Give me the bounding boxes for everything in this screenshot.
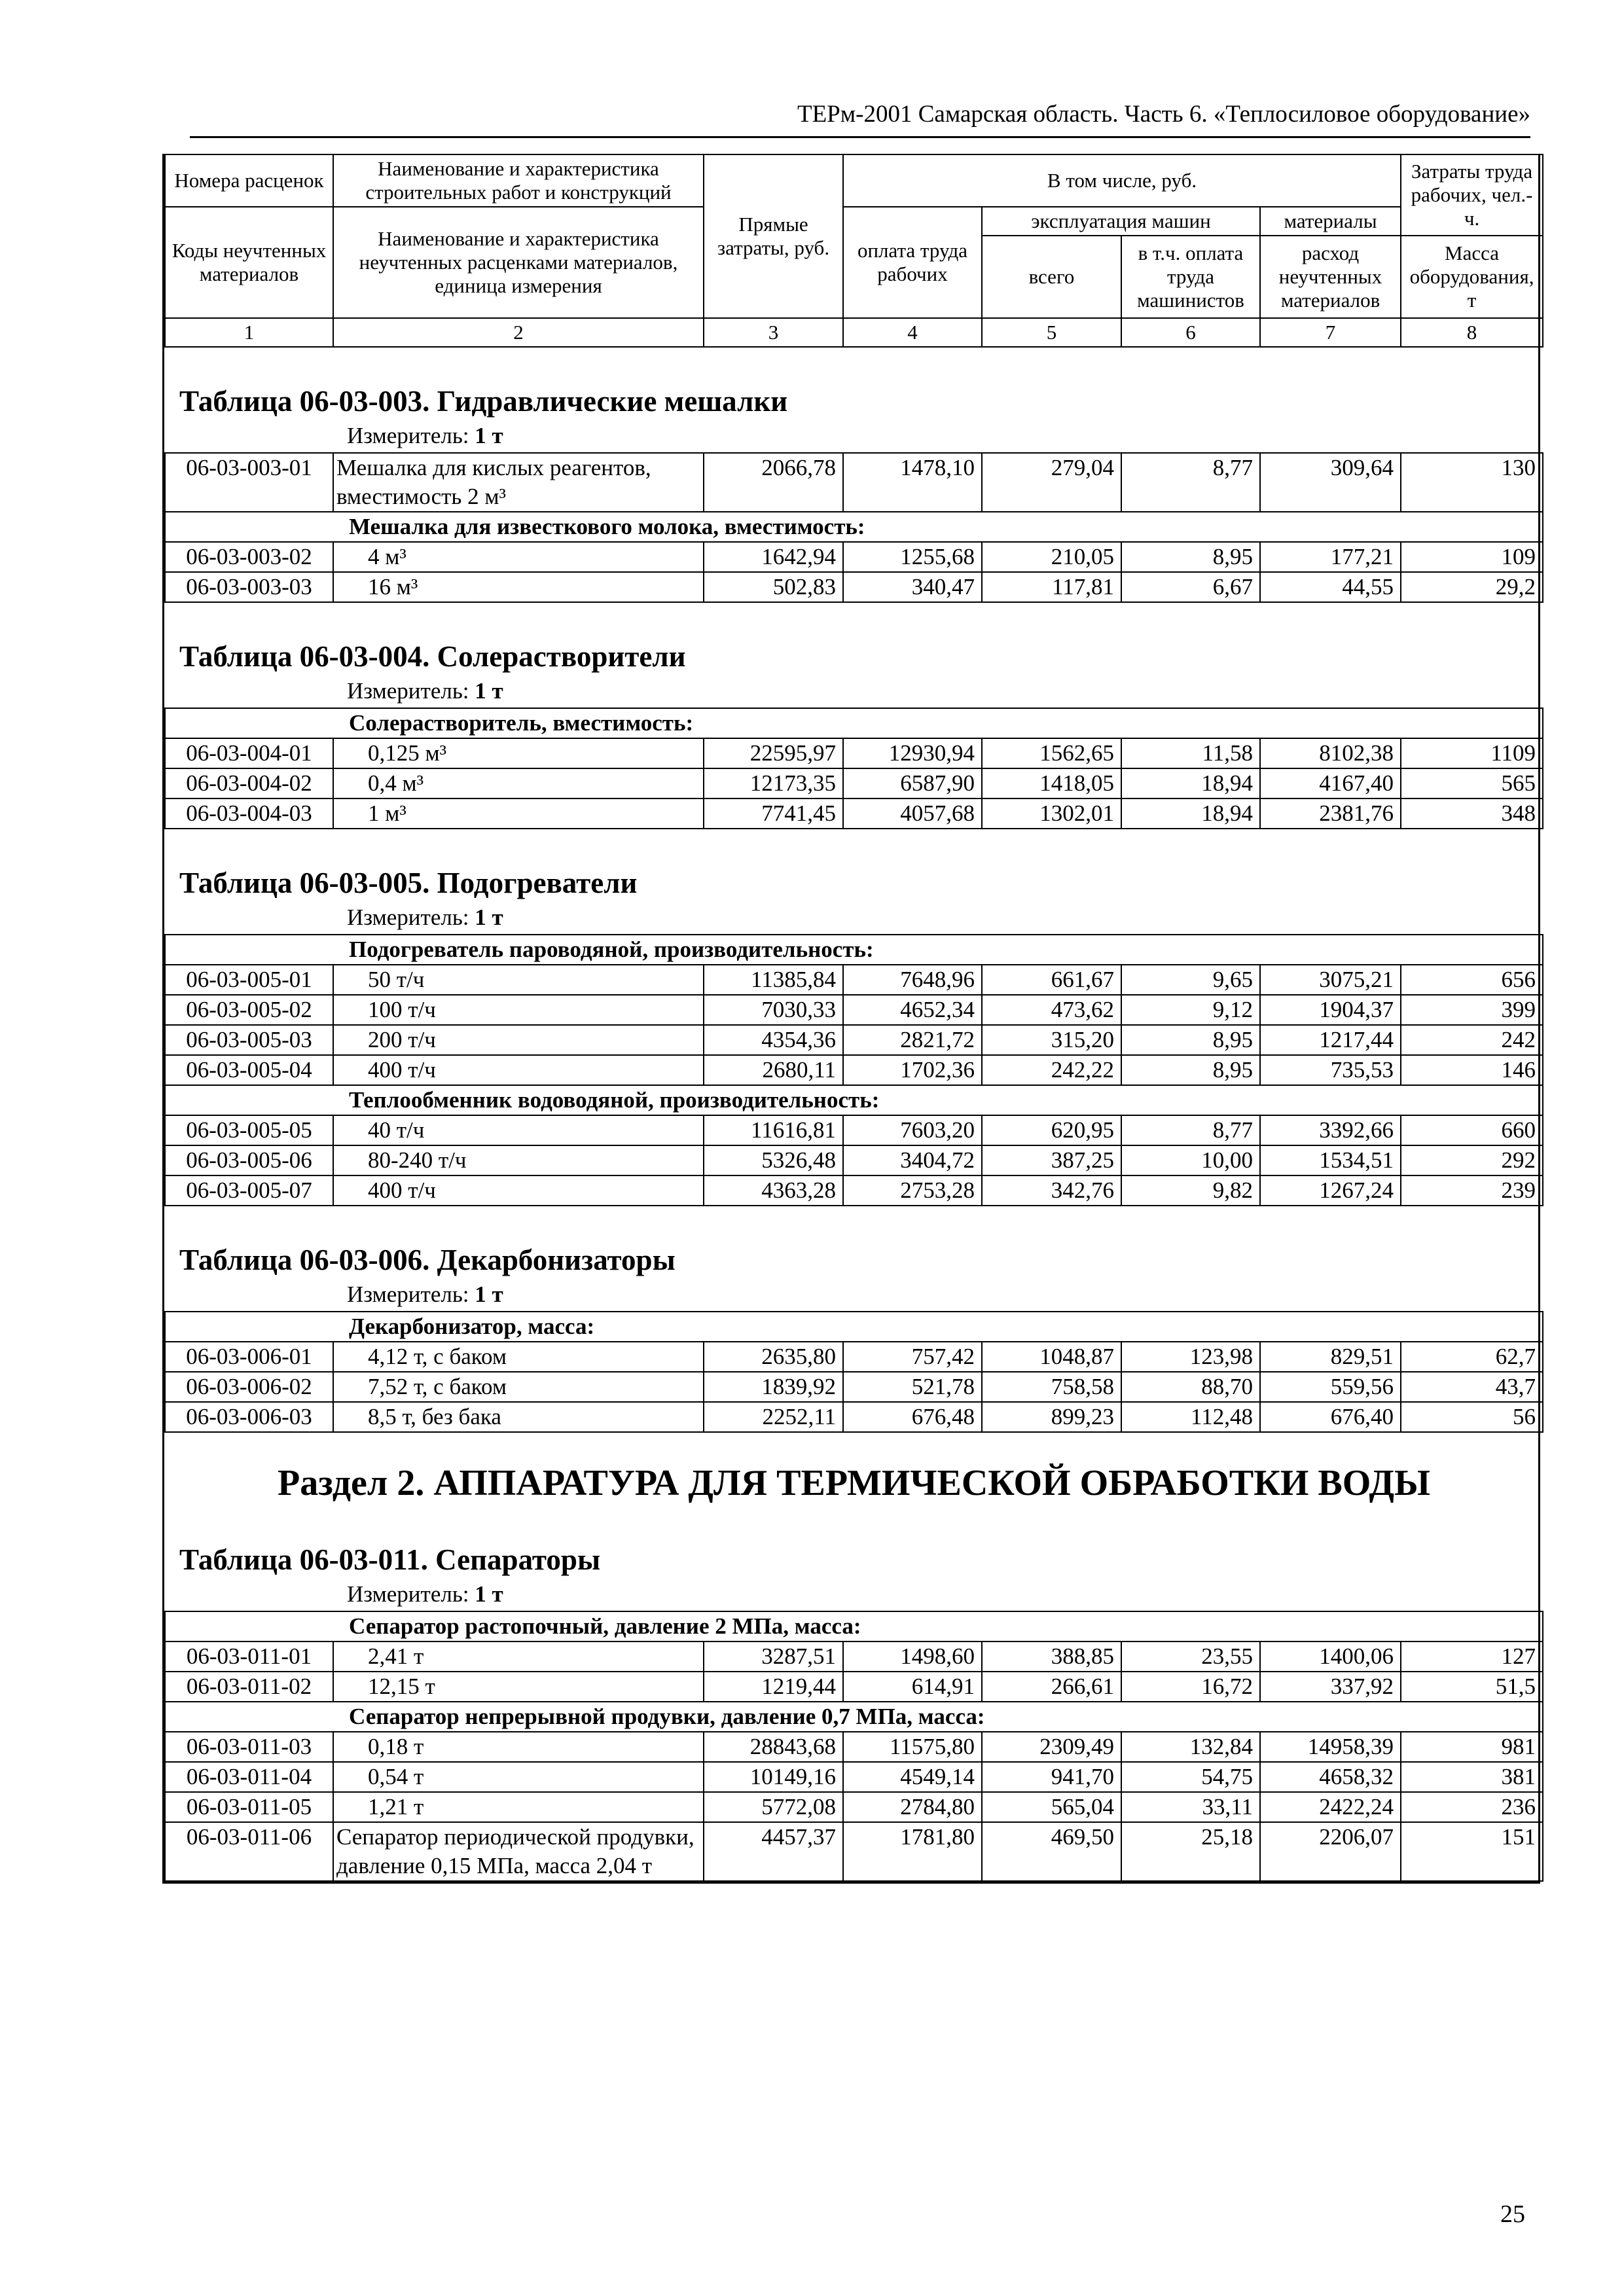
group-row [165,1085,1543,1115]
value-materials-cost: 1400,06 [1260,1641,1401,1672]
section-title: Раздел 2. АППАРАТУРА ДЛЯ ТЕРМИЧЕСКОЙ ОБРАБОТКИ ВОДЫ [278,1463,1431,1503]
value-machinist-pay: 9,65 [1121,965,1260,995]
value-direct-costs: 1839,92 [704,1372,843,1402]
column-number: 2 [333,318,704,347]
value-machines-total: 473,62 [982,995,1121,1025]
table-row [165,1175,1543,1206]
group-title: Подогреватель пароводяной, производительность: [165,935,1543,965]
measure-line [165,903,1543,934]
table-row [165,738,1543,768]
value-machines-total: 469,50 [982,1822,1121,1881]
value-labor-or-mass: 381 [1401,1762,1543,1792]
table-row [165,1822,1543,1881]
value-machinist-pay: 25,18 [1121,1822,1260,1881]
rate-code: 06-03-004-03 [165,798,333,829]
measure-line [165,421,1543,452]
value-direct-costs: 5326,48 [704,1145,843,1175]
value-materials-cost: 3392,66 [1260,1115,1401,1145]
value-machinist-pay: 88,70 [1121,1372,1260,1402]
value-direct-costs: 2680,11 [704,1055,843,1085]
value-machinist-pay: 10,00 [1121,1145,1260,1175]
value-machinist-pay: 8,95 [1121,1055,1260,1085]
value-direct-costs: 28843,68 [704,1732,843,1762]
item-name: Сепаратор периодической продувки, давление 0,15 МПа, масса 2,04 т [333,1822,704,1881]
value-worker-pay: 7603,20 [843,1115,982,1145]
measure-label: Измеритель: [347,905,469,930]
group-row [165,1702,1543,1732]
value-direct-costs: 2635,80 [704,1342,843,1372]
item-name: 16 м³ [333,572,704,602]
header-labor-costs: Затраты труда рабочих, чел.-ч. [1401,154,1543,236]
rate-code: 06-03-004-01 [165,738,333,768]
value-machines-total: 1418,05 [982,768,1121,798]
value-direct-costs: 12173,35 [704,768,843,798]
rate-code: 06-03-006-01 [165,1342,333,1372]
header-in-total: В том числе, руб. [843,154,1401,207]
value-direct-costs: 4457,37 [704,1822,843,1881]
value-worker-pay: 4652,34 [843,995,982,1025]
value-machines-total: 620,95 [982,1115,1121,1145]
value-machines-total: 661,67 [982,965,1121,995]
column-number: 7 [1260,318,1401,347]
value-machines-total: 941,70 [982,1762,1121,1792]
value-direct-costs: 7741,45 [704,798,843,829]
table-heading-cell [165,829,1543,935]
table-heading-cell [165,1206,1543,1312]
item-name: 400 т/ч [333,1055,704,1085]
value-worker-pay: 1498,60 [843,1641,982,1672]
table-body [165,347,1543,1881]
value-machines-total: 899,23 [982,1402,1121,1432]
value-materials-cost: 2206,07 [1260,1822,1401,1881]
group-title: Сепаратор растопочный, давление 2 МПа, масса: [165,1611,1543,1641]
header-work-name: Наименование и характеристика строительных работ и конструкций [333,154,704,207]
rate-code: 06-03-005-02 [165,995,333,1025]
group-title: Теплообменник водоводяной, производительность: [165,1085,1543,1115]
table-row [165,768,1543,798]
table-row [165,1342,1543,1372]
column-number: 1 [165,318,333,347]
value-materials-cost: 44,55 [1260,572,1401,602]
header-machine-operation: эксплуатация машин [982,207,1260,236]
item-name: 0,4 м³ [333,768,704,798]
table-row [165,1025,1543,1055]
rate-code: 06-03-011-06 [165,1822,333,1881]
table-title: Таблица 06-03-005. Подогреватели [179,867,638,899]
group-title: Солерастворитель, вместимость: [165,708,1543,738]
value-materials-cost: 676,40 [1260,1402,1401,1432]
value-worker-pay: 676,48 [843,1402,982,1432]
value-worker-pay: 1781,80 [843,1822,982,1881]
table-row [165,1732,1543,1762]
running-header: ТЕРм-2001 Самарская область. Часть 6. «Теплосиловое оборудование» [190,98,1530,138]
value-machines-total: 266,61 [982,1672,1121,1702]
value-machines-total: 565,04 [982,1792,1121,1822]
value-materials-cost: 2381,76 [1260,798,1401,829]
value-worker-pay: 4549,14 [843,1762,982,1792]
item-name: 40 т/ч [333,1115,704,1145]
column-number: 8 [1401,318,1543,347]
value-worker-pay: 1702,36 [843,1055,982,1085]
value-worker-pay: 2753,28 [843,1175,982,1206]
table-title: Таблица 06-03-011. Сепараторы [179,1543,601,1576]
value-worker-pay: 6587,90 [843,768,982,798]
value-direct-costs: 2252,11 [704,1402,843,1432]
value-machines-total: 279,04 [982,453,1121,512]
item-name: 4 м³ [333,542,704,572]
price-table [162,154,1540,1884]
item-name: 0,54 т [333,1762,704,1792]
table-row [165,1762,1543,1792]
table-row [165,798,1543,829]
group-title: Мешалка для известкового молока, вместимость: [165,512,1543,542]
group-row [165,1611,1543,1641]
value-labor-or-mass: 51,5 [1401,1672,1543,1702]
value-materials-cost: 4167,40 [1260,768,1401,798]
table-header [165,154,1543,347]
header-rate-numbers: Номера расценок [165,154,333,207]
measure-label: Измеритель: [347,678,469,704]
value-direct-costs: 4354,36 [704,1025,843,1055]
value-machinist-pay: 11,58 [1121,738,1260,768]
value-machinist-pay: 132,84 [1121,1732,1260,1762]
value-machines-total: 387,25 [982,1145,1121,1175]
value-labor-or-mass: 151 [1401,1822,1543,1881]
value-materials-cost: 3075,21 [1260,965,1401,995]
value-materials-cost: 337,92 [1260,1672,1401,1702]
value-labor-or-mass: 56 [1401,1402,1543,1432]
rate-code: 06-03-003-02 [165,542,333,572]
value-materials-cost: 1534,51 [1260,1145,1401,1175]
item-name: 12,15 т [333,1672,704,1702]
value-machinist-pay: 8,95 [1121,542,1260,572]
measure-line [165,1280,1543,1311]
value-labor-or-mass: 660 [1401,1115,1543,1145]
value-machinist-pay: 123,98 [1121,1342,1260,1372]
value-machines-total: 1302,01 [982,798,1121,829]
rate-code: 06-03-006-03 [165,1402,333,1432]
item-name: 1,21 т [333,1792,704,1822]
table-heading-cell [165,1432,1543,1611]
rate-code: 06-03-005-04 [165,1055,333,1085]
value-labor-or-mass: 981 [1401,1732,1543,1762]
item-name: 2,41 т [333,1641,704,1672]
value-worker-pay: 12930,94 [843,738,982,768]
value-materials-cost: 559,56 [1260,1372,1401,1402]
value-machinist-pay: 8,77 [1121,1115,1260,1145]
table-heading-row [165,829,1543,935]
value-labor-or-mass: 29,2 [1401,572,1543,602]
value-materials-cost: 1217,44 [1260,1025,1401,1055]
table-row [165,995,1543,1025]
measure-value: 1 т [475,423,503,448]
table-heading-row [165,1206,1543,1312]
value-direct-costs: 11385,84 [704,965,843,995]
value-machines-total: 242,22 [982,1055,1121,1085]
value-machinist-pay: 23,55 [1121,1641,1260,1672]
value-direct-costs: 1219,44 [704,1672,843,1702]
value-direct-costs: 11616,81 [704,1115,843,1145]
value-direct-costs: 10149,16 [704,1762,843,1792]
value-machines-total: 2309,49 [982,1732,1121,1762]
value-machinist-pay: 8,95 [1121,1025,1260,1055]
column-number: 5 [982,318,1121,347]
table-title: Таблица 06-03-004. Солерастворители [179,640,686,673]
value-machinist-pay: 9,12 [1121,995,1260,1025]
value-labor-or-mass: 236 [1401,1792,1543,1822]
value-labor-or-mass: 348 [1401,798,1543,829]
group-title: Декарбонизатор, масса: [165,1312,1543,1342]
table-row [165,1115,1543,1145]
header-material-codes: Коды неучтенных материалов [165,207,333,318]
item-name: 400 т/ч [333,1175,704,1206]
measure-value: 1 т [475,1581,503,1607]
measure-line [165,1579,1543,1611]
measure-value: 1 т [475,1282,503,1307]
rate-code: 06-03-005-06 [165,1145,333,1175]
group-row [165,1312,1543,1342]
value-machinist-pay: 8,77 [1121,453,1260,512]
value-worker-pay: 2784,80 [843,1792,982,1822]
value-materials-cost: 829,51 [1260,1342,1401,1372]
value-materials-cost: 309,64 [1260,453,1401,512]
value-machinist-pay: 18,94 [1121,798,1260,829]
value-machinist-pay: 16,72 [1121,1672,1260,1702]
column-number: 4 [843,318,982,347]
table-row [165,1792,1543,1822]
header-machines-total: всего [982,236,1121,318]
item-name: 0,125 м³ [333,738,704,768]
table-row [165,965,1543,995]
value-direct-costs: 5772,08 [704,1792,843,1822]
rate-code: 06-03-005-05 [165,1115,333,1145]
item-name: 80-240 т/ч [333,1145,704,1175]
item-name: 0,18 т [333,1732,704,1762]
value-labor-or-mass: 565 [1401,768,1543,798]
item-name: 4,12 т, с баком [333,1342,704,1372]
header-materials: материалы [1260,207,1401,236]
table-title: Таблица 06-03-003. Гидравлические мешалки [179,385,788,418]
value-labor-or-mass: 1109 [1401,738,1543,768]
value-worker-pay: 1255,68 [843,542,982,572]
value-direct-costs: 2066,78 [704,453,843,512]
group-row [165,512,1543,542]
value-machines-total: 342,76 [982,1175,1121,1206]
value-labor-or-mass: 656 [1401,965,1543,995]
value-labor-or-mass: 146 [1401,1055,1543,1085]
rate-code: 06-03-003-01 [165,453,333,512]
value-worker-pay: 2821,72 [843,1025,982,1055]
value-machinist-pay: 112,48 [1121,1402,1260,1432]
header-machinist-pay: в т.ч. оплата труда машинистов [1121,236,1260,318]
value-direct-costs: 4363,28 [704,1175,843,1206]
value-worker-pay: 7648,96 [843,965,982,995]
rate-code: 06-03-011-02 [165,1672,333,1702]
header-equipment-mass: Масса оборудования, т [1401,236,1543,318]
group-row [165,708,1543,738]
table-row [165,572,1543,602]
rate-code: 06-03-011-04 [165,1762,333,1792]
table-row [165,542,1543,572]
item-name: 50 т/ч [333,965,704,995]
header-worker-pay: оплата труда рабочих [843,207,982,318]
value-labor-or-mass: 43,7 [1401,1372,1543,1402]
table-row [165,453,1543,512]
value-machinist-pay: 33,11 [1121,1792,1260,1822]
value-machines-total: 210,05 [982,542,1121,572]
group-row [165,935,1543,965]
rate-code: 06-03-011-01 [165,1641,333,1672]
value-worker-pay: 340,47 [843,572,982,602]
item-name: 1 м³ [333,798,704,829]
value-machines-total: 388,85 [982,1641,1121,1672]
value-materials-cost: 14958,39 [1260,1732,1401,1762]
value-machinist-pay: 6,67 [1121,572,1260,602]
value-materials-cost: 1267,24 [1260,1175,1401,1206]
value-materials-cost: 4658,32 [1260,1762,1401,1792]
value-machinist-pay: 9,82 [1121,1175,1260,1206]
rate-code: 06-03-005-07 [165,1175,333,1206]
value-materials-cost: 177,21 [1260,542,1401,572]
rate-code: 06-03-006-02 [165,1372,333,1402]
table-row [165,1055,1543,1085]
rate-code: 06-03-011-05 [165,1792,333,1822]
value-direct-costs: 502,83 [704,572,843,602]
table-row [165,1145,1543,1175]
value-labor-or-mass: 239 [1401,1175,1543,1206]
measure-label: Измеритель: [347,1581,469,1607]
value-worker-pay: 521,78 [843,1372,982,1402]
value-labor-or-mass: 109 [1401,542,1543,572]
value-labor-or-mass: 399 [1401,995,1543,1025]
value-worker-pay: 11575,80 [843,1732,982,1762]
table-row [165,1402,1543,1432]
value-machines-total: 758,58 [982,1372,1121,1402]
value-machines-total: 1562,65 [982,738,1121,768]
value-direct-costs: 22595,97 [704,738,843,768]
rate-code: 06-03-005-03 [165,1025,333,1055]
measure-label: Измеритель: [347,1282,469,1307]
value-machinist-pay: 54,75 [1121,1762,1260,1792]
value-worker-pay: 3404,72 [843,1145,982,1175]
measure-value: 1 т [475,905,503,930]
table-title: Таблица 06-03-006. Декарбонизаторы [179,1244,676,1276]
rate-code: 06-03-005-01 [165,965,333,995]
column-number: 3 [704,318,843,347]
item-name: Мешалка для кислых реагентов, вместимость 2 м³ [333,453,704,512]
item-name: 200 т/ч [333,1025,704,1055]
value-materials-cost: 8102,38 [1260,738,1401,768]
value-labor-or-mass: 127 [1401,1641,1543,1672]
table-row [165,1372,1543,1402]
table-heading-cell [165,347,1543,453]
header-material-name: Наименование и характеристика неучтенных расценками материалов, единица измерения [333,207,704,318]
item-name: 8,5 т, без бака [333,1402,704,1432]
price-table-grid [164,154,1543,1882]
table-heading-row [165,1432,1543,1611]
value-machines-total: 117,81 [982,572,1121,602]
measure-line [165,676,1543,708]
value-machines-total: 1048,87 [982,1342,1121,1372]
value-machines-total: 315,20 [982,1025,1121,1055]
value-labor-or-mass: 242 [1401,1025,1543,1055]
value-labor-or-mass: 62,7 [1401,1342,1543,1372]
value-labor-or-mass: 292 [1401,1145,1543,1175]
value-worker-pay: 1478,10 [843,453,982,512]
rate-code: 06-03-011-03 [165,1732,333,1762]
value-materials-cost: 1904,37 [1260,995,1401,1025]
table-heading-cell [165,602,1543,708]
rate-code: 06-03-004-02 [165,768,333,798]
table-heading-row [165,602,1543,708]
table-row [165,1672,1543,1702]
item-name: 100 т/ч [333,995,704,1025]
value-direct-costs: 7030,33 [704,995,843,1025]
value-worker-pay: 757,42 [843,1342,982,1372]
value-worker-pay: 4057,68 [843,798,982,829]
header-direct-costs: Прямые затраты, руб. [704,154,843,318]
value-labor-or-mass: 130 [1401,453,1543,512]
table-row [165,1641,1543,1672]
value-worker-pay: 614,91 [843,1672,982,1702]
value-machinist-pay: 18,94 [1121,768,1260,798]
value-materials-cost: 2422,24 [1260,1792,1401,1822]
column-number: 6 [1121,318,1260,347]
rate-code: 06-03-003-03 [165,572,333,602]
item-name: 7,52 т, с баком [333,1372,704,1402]
measure-value: 1 т [475,678,503,704]
page-number: 25 [1500,2200,1525,2228]
value-direct-costs: 1642,94 [704,542,843,572]
table-heading-row [165,347,1543,453]
measure-label: Измеритель: [347,423,469,448]
value-materials-cost: 735,53 [1260,1055,1401,1085]
header-unaccounted-materials: расход неучтенных материалов [1260,236,1401,318]
group-title: Сепаратор непрерывной продувки, давление 0,7 МПа, масса: [165,1702,1543,1732]
value-direct-costs: 3287,51 [704,1641,843,1672]
